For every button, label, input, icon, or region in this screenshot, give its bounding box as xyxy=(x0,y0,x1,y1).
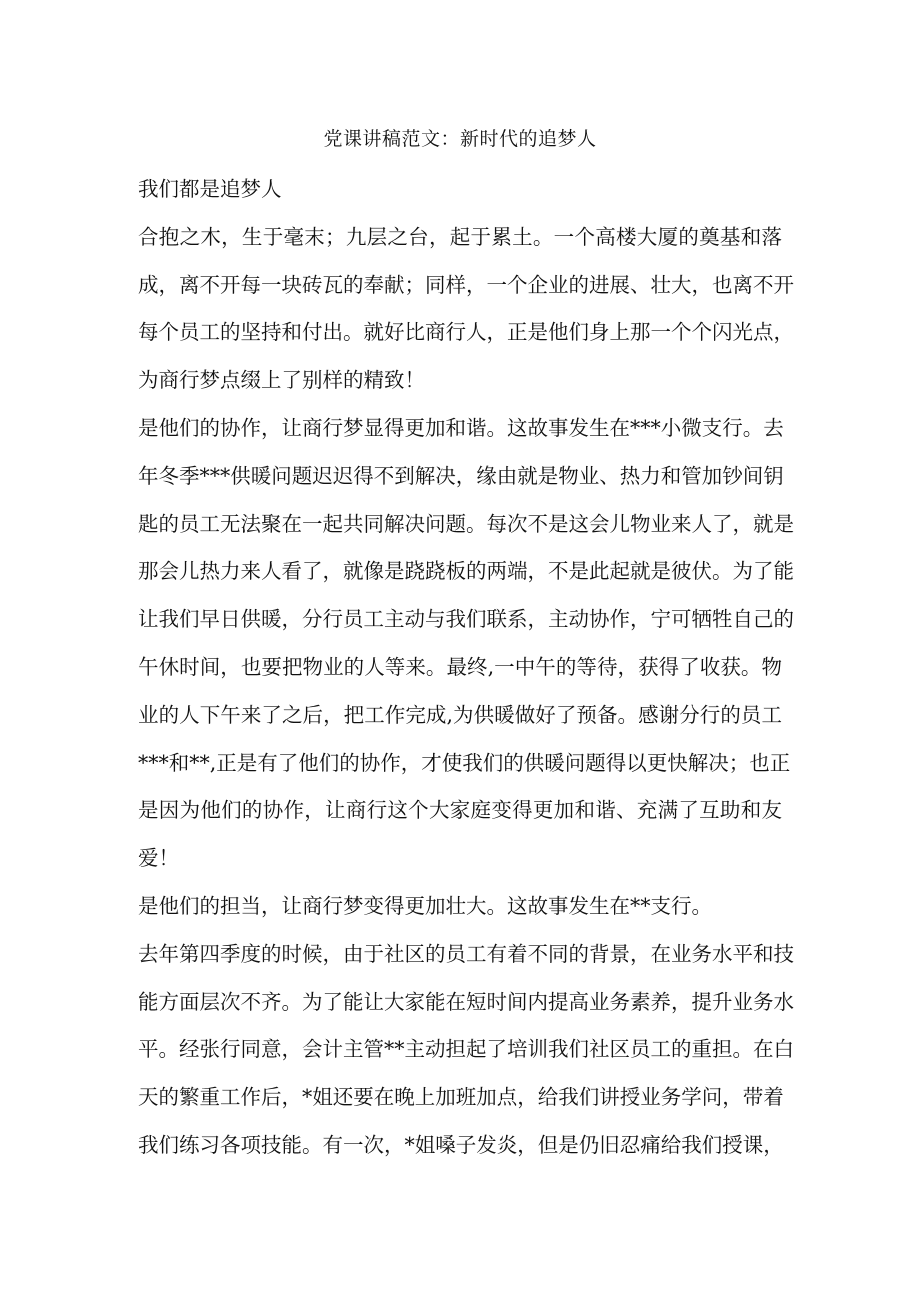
paragraph-line: 让我们早日供暖，分行员工主动与我们联系，主动协作，宁可牺牲自己的 xyxy=(138,607,794,632)
paragraph-line: 午休时间，也要把物业的人等来。最终,一中午的等待，获得了收获。物 xyxy=(138,654,782,679)
document-title: 党课讲稿范文：新时代的追梦人 xyxy=(323,128,597,150)
paragraph-line: 是因为他们的协作，让商行这个大家庭变得更加和谐、充满了互助和友 xyxy=(138,798,782,823)
paragraph-1 xyxy=(138,214,794,405)
paragraph-line: 去年第四季度的时候，由于社区的员工有着不同的背景，在业务水平和技 xyxy=(138,941,794,966)
paragraph-2 xyxy=(138,405,794,883)
paragraph-line: ***和**,正是有了他们的协作，才使我们的供暖问题得以更快解决；也正 xyxy=(138,750,791,775)
paragraph-line: 成，离不开每一块砖瓦的奉献；同样，一个企业的进展、壮大，也离不开 xyxy=(138,272,794,297)
paragraph-line: 业的人下午来了之后，把工作完成,为供暖做好了预备。感谢分行的员工 xyxy=(138,702,782,727)
paragraph-line: 爱！ xyxy=(138,846,179,871)
paragraph-line: 是他们的协作，让商行梦显得更加和谐。这故事发生在***小微支行。去 xyxy=(138,415,784,440)
paragraph-line: 匙的员工无法聚在一起共同解决问题。每次不是这会儿物业来人了，就是 xyxy=(138,511,794,536)
paragraph-4 xyxy=(138,931,794,1170)
paragraph-line: 是他们的担当，让商行梦变得更加壮大。这故事发生在**支行。 xyxy=(138,893,712,918)
paragraph-line: 平。经张行同意，会计主管**主动担起了培训我们社区员工的重担。在白 xyxy=(138,1037,794,1062)
paragraph-3 xyxy=(138,883,782,931)
paragraph-line: 能方面层次不齐。为了能让大家能在短时间内提高业务素养，提升业务水 xyxy=(138,989,794,1014)
paragraph-line: 每个员工的坚持和付出。就好比商行人，正是他们身上那一个个闪光点， xyxy=(138,320,794,345)
paragraph-line: 合抱之木，生于毫末；九层之台，起于累土。一个高楼大厦的奠基和落 xyxy=(138,224,782,249)
paragraph-line: 我们练习各项技能。有一次，*姐嗓子发炎，但是仍旧忍痛给我们授课， xyxy=(138,1132,784,1157)
paragraph-line: 那会儿热力来人看了，就像是跷跷板的两端，不是此起就是彼伏。为了能 xyxy=(138,559,794,584)
paragraph-line: 年冬季***供暖问题迟迟得不到解决，缘由就是物业、热力和管加钞间钥 xyxy=(138,463,784,488)
document-body xyxy=(138,166,794,1170)
paragraph-line: 为商行梦点缀上了别样的精致！ xyxy=(138,368,425,393)
paragraph-line: 天的繁重工作后，*姐还要在晚上加班加点，给我们讲授业务学问，带着 xyxy=(138,1085,784,1110)
section-heading: 我们都是追梦人 xyxy=(138,177,282,201)
